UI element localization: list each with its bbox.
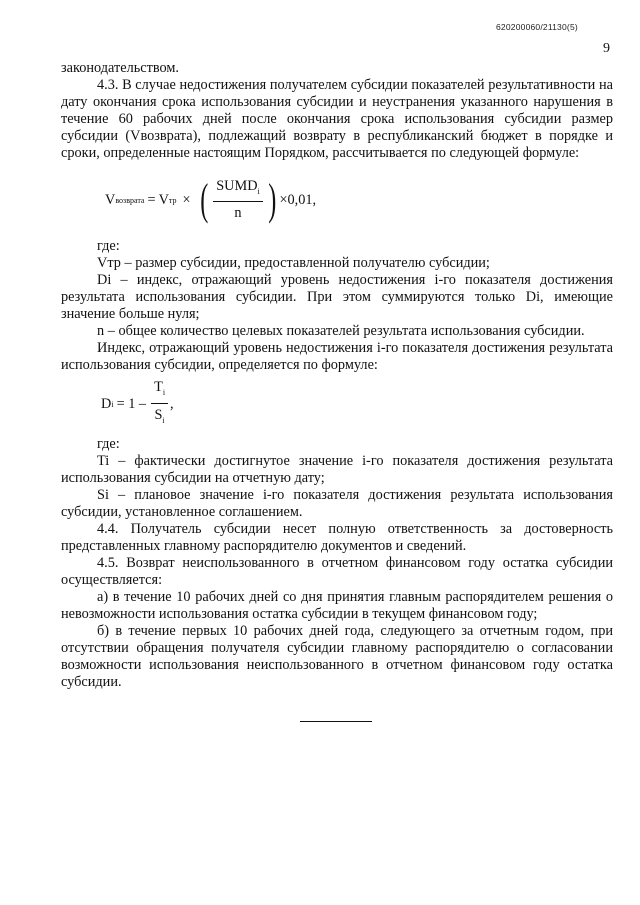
paragraph-4-3: 4.3. В случае недостижения получателем субсидии показателей результативности на дату окончания срока использования субсидии и неустранения указанного нарушения в течение 60 рабочих дней после окончания срока использования субсидии размер субсидии (Vвозврата), подлежащий возврату в республиканский бюджет в порядке и сроки, определенные настоящим Порядком, рассчитывается по следующей формуле: bbox=[61, 77, 613, 161]
formula-index bbox=[101, 380, 613, 428]
paragraph-4-4: 4.4. Получатель субсидии несет полную ответственность за достоверность представленных главному распорядителю документов и сведений. bbox=[61, 521, 613, 554]
formula-fraction bbox=[213, 178, 263, 223]
def-ti: Ti – фактически достигнутое значение i-го показателя достижения результата использования субсидии на отчетную дату; bbox=[61, 453, 613, 486]
formula2-den-sub: i bbox=[162, 415, 165, 425]
closing-rule bbox=[300, 721, 372, 722]
formula-refund bbox=[105, 170, 613, 230]
document-number: 620200060/21130(5) bbox=[496, 22, 578, 32]
formula2-eq: = 1 – bbox=[116, 395, 147, 412]
page-number: 9 bbox=[603, 41, 610, 56]
where-label-2: где: bbox=[97, 436, 120, 452]
paragraph-b: б) в течение первых 10 рабочих дней года, следующего за отчетным годом, при отсутствии обращения получателя субсидии главному распорядителю о согласовании возможности использования неиспользованного в отчетном финансовом году остатка субсидии. bbox=[61, 623, 613, 690]
formula-num: SUMD bbox=[216, 177, 258, 194]
paragraph-law: законодательством. bbox=[61, 60, 179, 76]
formula2-den: S bbox=[154, 407, 163, 423]
where-label-1: где: bbox=[97, 238, 120, 254]
def-si: Si – плановое значение i-го показателя достижения результата использования субсидии, установленное соглашением. bbox=[61, 487, 613, 520]
formula-times: × bbox=[182, 191, 191, 208]
paragraph-a: а) в течение 10 рабочих дней со дня принятия главным распорядителем решения о невозможности использования остатка субсидии в текущем финансовом году; bbox=[61, 589, 613, 622]
formula-eq: = bbox=[147, 191, 156, 208]
body-text bbox=[61, 60, 613, 691]
paren-right: ) bbox=[268, 175, 277, 224]
def-di: Di – индекс, отражающий уровень недостижения i-го показателя достижения результата использования субсидии. При этом суммируются только Di, имеющие значение больше нуля; bbox=[61, 272, 613, 322]
formula-vtr: V bbox=[158, 191, 169, 208]
formula2-tail: , bbox=[170, 395, 174, 412]
formula2-fraction bbox=[151, 379, 168, 429]
formula2-num-sub: i bbox=[162, 388, 166, 397]
def-vtr: Vтр – размер субсидии, предоставленной получателю субсидии; bbox=[97, 255, 490, 271]
paren-left: ( bbox=[199, 175, 208, 224]
paragraph-4-5: 4.5. Возврат неиспользованного в отчетном финансовом году остатка субсидии осуществляется: bbox=[61, 555, 613, 588]
formula2-num: T bbox=[154, 379, 163, 396]
formula-vtr-sub: тр bbox=[168, 195, 177, 205]
formula-tail: ×0,01, bbox=[279, 191, 317, 208]
formula2-d: D bbox=[101, 395, 112, 412]
def-n: n – общее количество целевых показателей результата использования субсидии. bbox=[97, 323, 585, 339]
paragraph-index: Индекс, отражающий уровень недостижения i-го показателя достижения результата использования субсидии, определяется по формуле: bbox=[61, 340, 613, 373]
formula-den: n bbox=[234, 205, 242, 222]
formula-num-sub: i bbox=[257, 186, 260, 196]
formula-v-sub: возврата bbox=[115, 195, 145, 205]
formula-v: V bbox=[105, 191, 116, 208]
formula2-d-sub: i bbox=[111, 399, 114, 409]
